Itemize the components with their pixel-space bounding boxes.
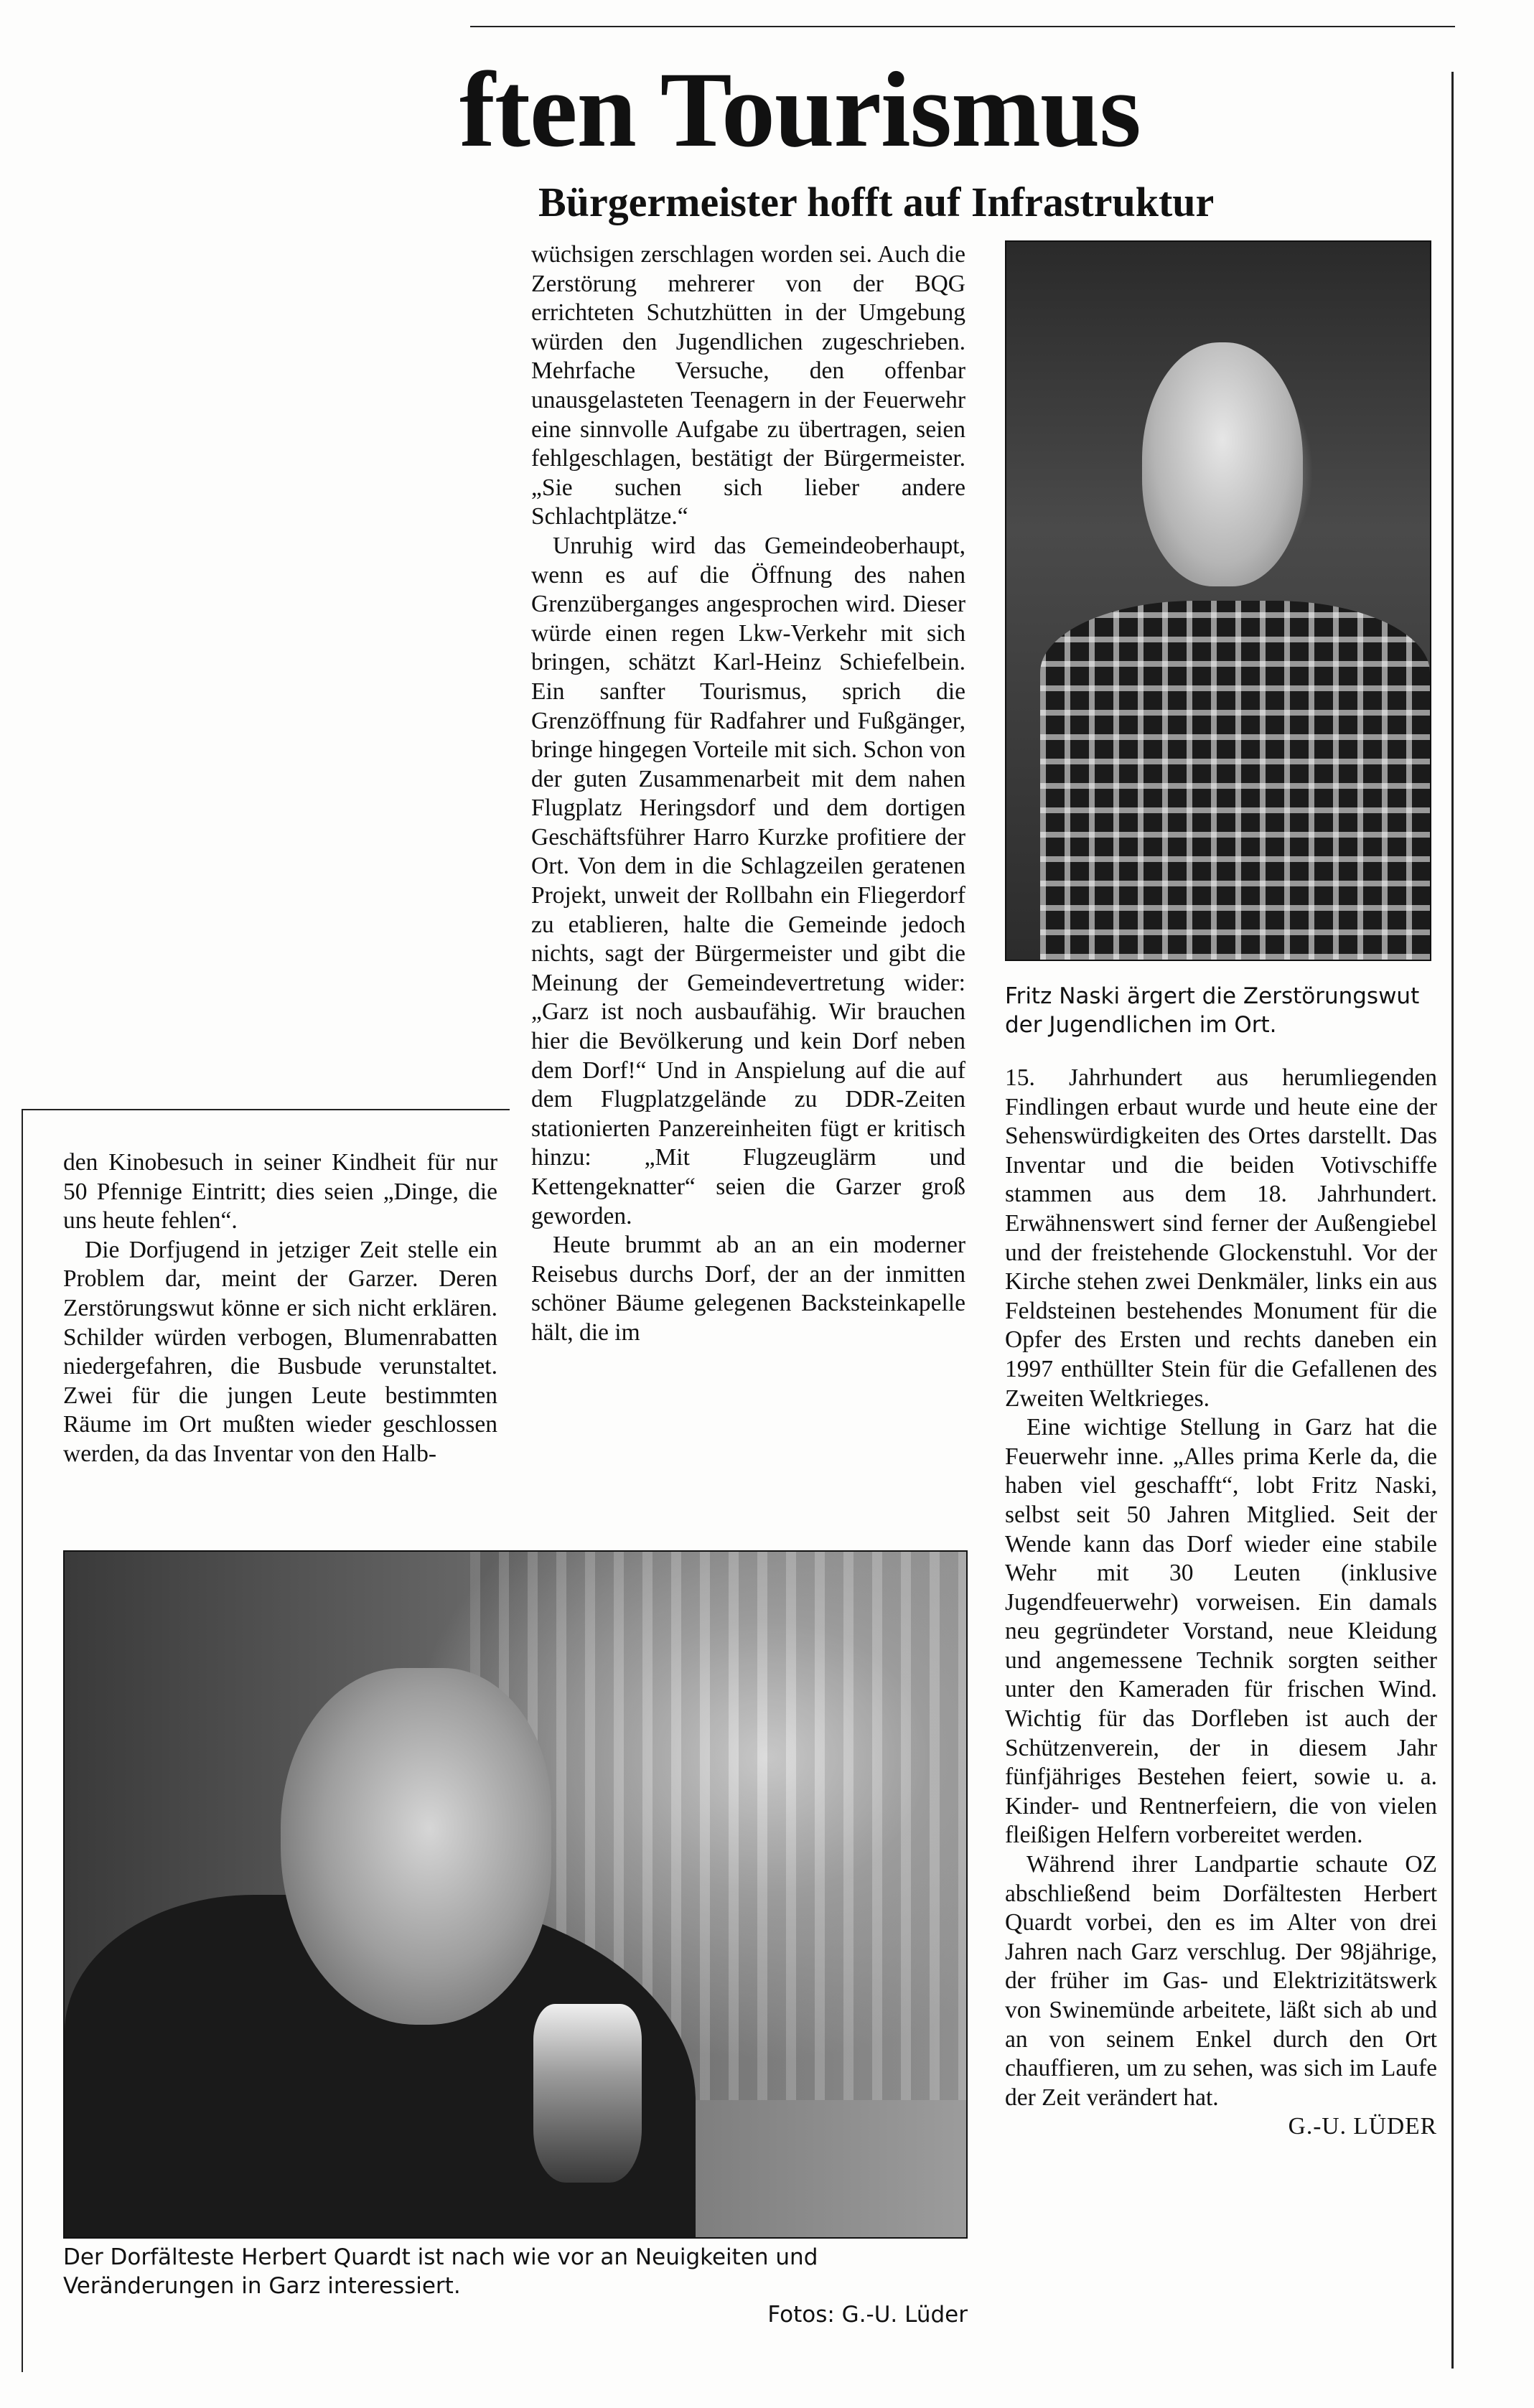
author-byline: G.-U. LÜDER [1288,2113,1437,2140]
caption-credit-line [63,2300,968,2329]
paragraph: 15. Jahrhundert aus herumliegenden Findlingen erbaut wurde und heute eine der Sehenswürdigkeiten des Ortes darstellt. Das Inventar und die beiden Votivschiffe stammen aus dem 18. Jahrhundert. Erwähnenswert sind ferner der Außengiebel und der freistehende Glockenstuhl. Vor der Kirche stehen zwei Denkmäler, links ein aus Feldsteinen bestehendes Monument für die Opfer des Ersten und rechts daneben ein 1997 enthüllter Stein für die Gefallenen des Zweiten Weltkrieges. [1005,1064,1437,1412]
subheadline: Bürgermeister hofft auf Infrastruktur [538,179,1215,225]
top-rule [470,26,1455,27]
paragraph: Unruhig wird das Gemeindeoberhaupt, wenn es auf die Öffnung des nahen Grenzüberganges angesprochen wird. Dieser würde einen regen Lkw-Verkehr mit sich bringen, schätzt Karl-Heinz Schiefelbein. Ein sanfter Tourismus, sprich die Grenzöffnung für Radfahrer und Fußgänger, bringe hingegen Vorteile mit sich. Schon von der guten Zusammenarbeit mit dem nahen Flugplatz Heringsdorf und dem dortigen Geschäftsführer Harro Kurzke profitiere der Ort. Von dem in die Schlagzeilen geratenen Projekt, unweit der Rollbahn ein Fliegerdorf zu etablieren, halte die Gemeinde jedoch nichts, sagt der Bürgermeister und gibt die Meinung der Gemeindevertretung wider: „Garz ist noch ausbaufähig. Wir brauchen hier die Bevölkerung und kein Dorf neben dem Dorf!“ Und in Anspielung auf die auf dem Flugplatzgelände zu DDR-Zeiten stationierten Panzereinheiten fügt er kritisch hinzu: „Mit Flugzeuglärm und Kettengeknatter“ seien die Garzer groß geworden. [531,532,965,1229]
article-column-middle [531,240,965,1529]
drinking-glass [533,2004,642,2182]
left-box-rule [22,1109,23,2372]
article-column-left [63,1148,497,1529]
photo-caption-bottom [63,2243,968,2328]
paragraph: den Kinobesuch in seiner Kindheit für nur 50 Pfennige Eintritt; dies seien „Dinge, die uns heute fehlen“. [63,1149,497,1235]
photo-figure-head [281,1668,551,2025]
plaid-shirt [1040,601,1430,960]
paragraph: Während ihrer Landpartie schaute OZ abschließend beim Dorfältesten Herbert Quardt vorbei, den es im Alter von drei Jahren nach Garz verschlug. Der 98jährige, der früher im Gas- und Elektrizitätswerk von Swinemünde arbeitete, läßt sich ab und an von seinem Enkel durch den Ort chauffieren, um zu sehen, was sich im Laufe der Zeit verändert hat. [1005,1851,1437,2111]
paragraph: Eine wichtige Stellung in Garz hat die Feuerwehr inne. „Alles prima Kerle da, die haben viel geschafft“, lobt Fritz Naski, selbst seit 50 Jahren Mitglied. Seit der Wende kann das Dorf wieder eine stabile Wehr mit 30 Leuten (inklusive Jugendfeuerwehr) vorweisen. Ein damals neu gegründeter Vorstand, neue Kleidung und angemessene Technik sorgten seither unter den Kameraden für frischen Wind. Wichtig für das Dorfleben ist auch der Schützenverein, der in diesem Jahr fünfjähriges Bestehen feiert, sowie u. a. Kinder- und Rentnerfeiern, die von vielen fleißigen Helfern vorbereitet werden. [1005,1414,1437,1849]
caption-text: Der Dorfälteste Herbert Quardt ist nach wie vor an Neuigkeiten und Veränderungen in Garz interessiert. [63,2244,818,2299]
article-column-right [1005,1064,1437,2334]
left-box-top-rule [22,1109,510,1110]
photo-fritz-naski [1005,240,1431,961]
paragraph: Die Dorfjugend in jetziger Zeit stelle ein Problem dar, meint der Garzer. Deren Zerstörungswut könne er sich nicht erklären. Schilder würden verbogen, Blumenrabatten niedergefahren, die Busbude verunstaltet. Zwei für die jungen Leute bestimmten Räume im Ort mußten wieder geschlossen werden, da das Inventar von den Halb- [63,1236,497,1467]
right-rule [1451,72,1454,2369]
photo-caption-top: Fritz Naski ärgert die Zerstörungswut der Jugendlichen im Ort. [1005,983,1420,1038]
paragraph: Heute brummt ab an an ein moderner Reisebus durchs Dorf, der an der inmitten schöner Bäume gelegenen Backsteinkapelle hält, die im [531,1232,965,1346]
paragraph: wüchsigen zerschlagen worden sei. Auch die Zerstörung mehrerer von der BQG errichteten Schutzhütten in der Umgebung würden den Jugendlichen zugeschrieben. Mehrfache Versuche, den offenbar unausgelasteten Teenagern in der Feuerwehr eine sinnvolle Aufgabe zu übertragen, seien fehlgeschlagen, bestätigt der Bürgermeister. „Sie suchen sich lieber andere Schlachtplätze.“ [531,241,965,530]
headline: ften Tourismus [459,50,1141,169]
portrait-face [1142,342,1303,586]
photo-herbert-quardt [63,1550,968,2239]
photo-credit: Fotos: G.-U. Lüder [767,2302,968,2328]
